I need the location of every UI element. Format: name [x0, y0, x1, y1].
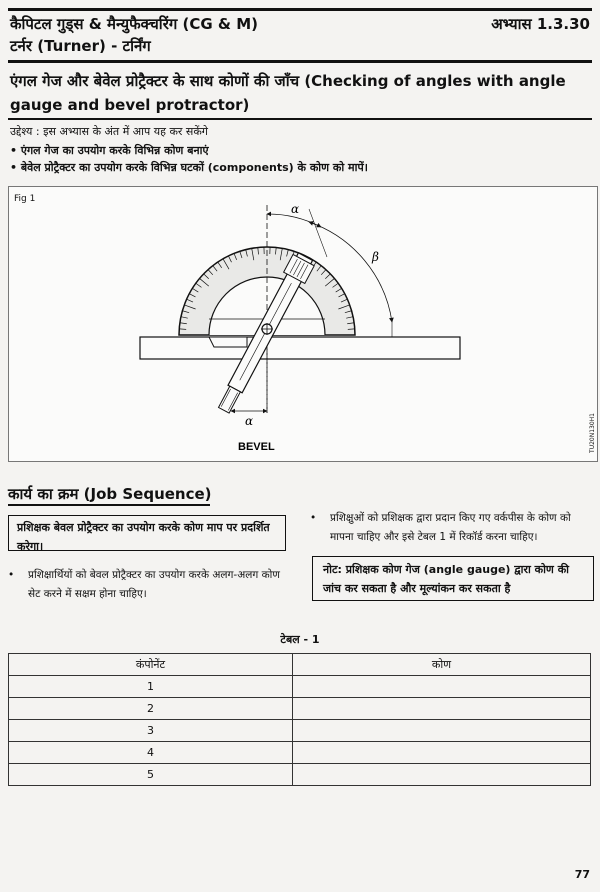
exercise-title: एंगल गेज और बेवेल प्रोट्रैक्टर के साथ कोणों की जाँच (Checking of angles with angle gauge and bevel protractor) — [10, 72, 566, 114]
component-cell: 5 — [9, 764, 293, 786]
component-cell: 4 — [9, 742, 293, 764]
series-title: कैपिटल गुड्स & मैन्युफैक्चरिंग (CG & M) — [10, 15, 258, 33]
header-top-rule — [8, 8, 592, 11]
table-row — [9, 742, 591, 764]
table-caption: टेबल - 1 — [280, 633, 320, 646]
table-row — [9, 676, 591, 698]
step-left-text: प्रशिक्षार्थियों को बेवल प्रोट्रैक्टर का उपयोग करके अलग-अलग कोण सेट करने में सक्षम होना चाहिए। — [28, 569, 280, 600]
angle-cell[interactable] — [293, 764, 591, 786]
objectives-intro: उद्देश्य : इस अभ्यास के अंत में आप यह कर सकेंगे — [10, 125, 208, 138]
objective-2: • बेवेल प्रोट्रैक्टर का उपयोग करके विभिन्न घटकों (components) के कोण को मापें। — [10, 161, 368, 174]
table-row — [9, 764, 591, 786]
figure-label: Fig 1 — [14, 194, 36, 204]
note-box: नोट: प्रशिक्षक कोण गेज (angle gauge) द्वारा कोण की जांच कर सकता है और मूल्यांकन कर सकता है — [312, 556, 594, 601]
title-rule — [8, 118, 592, 120]
figure-code: TU20N130H1 — [589, 413, 596, 453]
component-cell: 2 — [9, 698, 293, 720]
component-cell: 3 — [9, 720, 293, 742]
figure-caption: BEVEL — [238, 441, 275, 453]
col-header-angle: कोण — [293, 654, 591, 676]
table-header-row — [9, 654, 591, 676]
instructor-box: प्रशिक्षक बेवल प्रोट्रैक्टर का उपयोग करके कोण माप पर प्रदर्शित करेगा। — [8, 515, 286, 551]
step-right: • प्रशिक्षुओं को प्रशिक्षक द्वारा प्रदान किए गए वर्कपीस के कोण को मापना चाहिए और इसे टेबल 1 में रिकॉर्ड करना चाहिए। — [310, 512, 571, 543]
alpha-bottom-label: α — [245, 414, 254, 428]
base-blade — [140, 337, 460, 359]
step-left: • प्रशिक्षार्थियों को बेवल प्रोट्रैक्टर का उपयोग करके अलग-अलग कोण सेट करने में सक्षम होना चाहिए। — [8, 569, 280, 600]
angle-cell[interactable] — [293, 742, 591, 764]
angle-cell[interactable] — [293, 676, 591, 698]
page-number: 77 — [574, 868, 590, 881]
component-table — [8, 653, 591, 786]
objective-1: • एंगल गेज का उपयोग करके विभिन्न कोण बनाएं — [10, 144, 209, 157]
beta-label: β — [372, 250, 379, 264]
angle-cell[interactable] — [293, 720, 591, 742]
angle-cell[interactable] — [293, 698, 591, 720]
exercise-number: अभ्यास 1.3.30 — [491, 15, 590, 33]
job-sequence-title: कार्य का क्रम (Job Sequence) — [8, 485, 212, 503]
table-row — [9, 720, 591, 742]
header-bottom-rule — [8, 60, 592, 63]
step-right-text: प्रशिक्षुओं को प्रशिक्षक द्वारा प्रदान किए गए वर्कपीस के कोण को मापना चाहिए और इसे टेबल 1 में रिकॉर्ड करना चाहिए। — [330, 512, 571, 543]
col-header-component: कंपोनेंट — [9, 654, 293, 676]
bevel-protractor-drawing — [9, 187, 597, 461]
alpha-top-label: α — [291, 202, 300, 216]
figure-1 — [8, 186, 598, 462]
section-underline — [8, 504, 210, 506]
trade-title: टर्नर (Turner) - टर्निंग — [10, 37, 151, 55]
component-cell: 1 — [9, 676, 293, 698]
table-row — [9, 698, 591, 720]
